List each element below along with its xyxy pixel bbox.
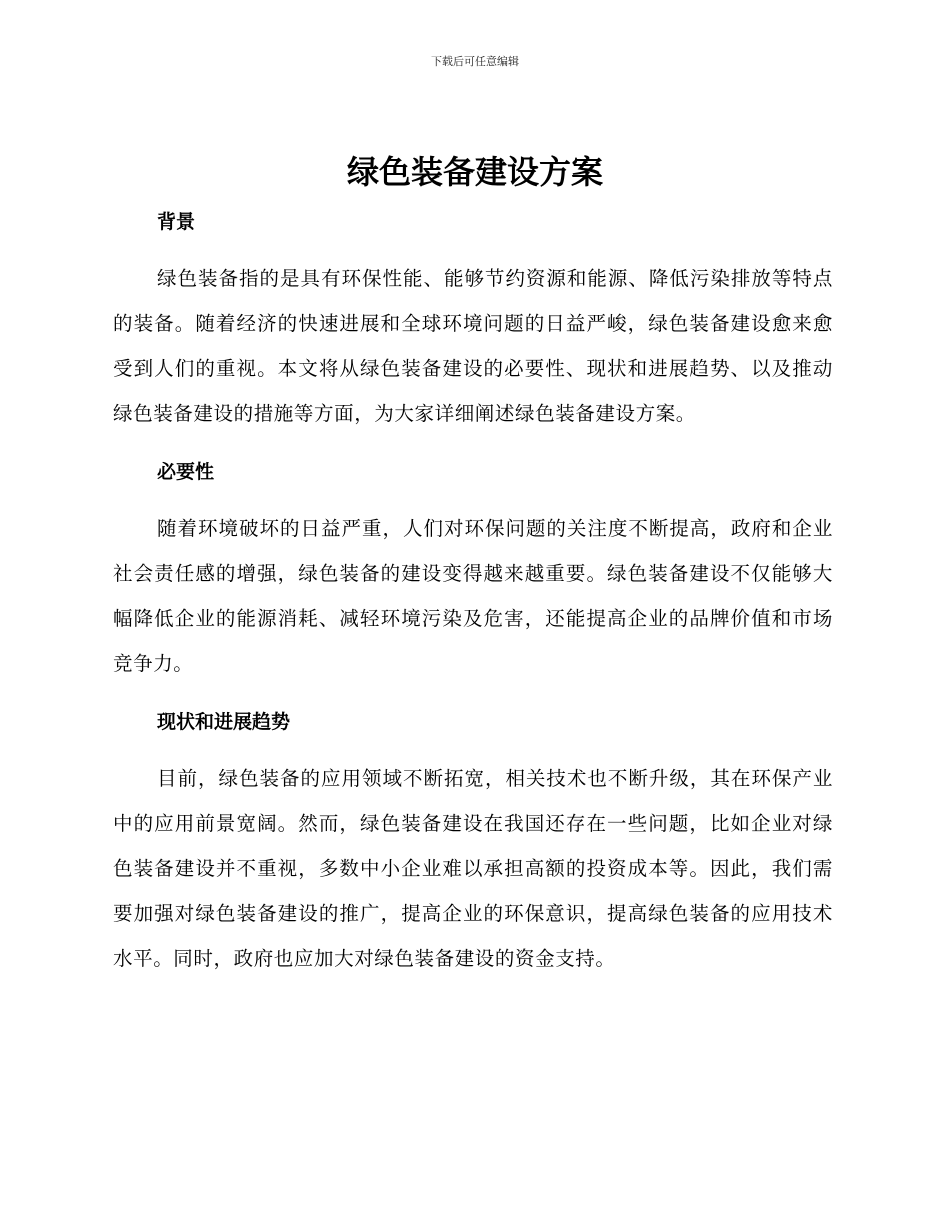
section-paragraph: 绿色装备指的是具有环保性能、能够节约资源和能源、降低污染排放等特点的装备。随着经济的快速进展和全球环境问题的日益严峻，绿色装备建设愈来愈受到人们的重视。本文将从绿色装备建设的必要性、现状和进展趋势、以及推动绿色装备建设的措施等方面，为大家详细阐述绿色装备建设方案。	[113, 267, 833, 425]
section-paragraph: 随着环境破坏的日益严重，人们对环保问题的关注度不断提高，政府和企业社会责任感的增强，绿色装备的建设变得越来越重要。绿色装备建设不仅能够大幅降低企业的能源消耗、减轻环境污染及危害，还能提高企业的品牌价值和市场竞争力。	[113, 517, 833, 675]
section-heading: 背景	[157, 211, 196, 233]
section-background	[113, 198, 833, 436]
section-heading: 必要性	[157, 461, 215, 483]
document-body	[113, 198, 833, 981]
section-status-trends	[113, 698, 833, 981]
document-title: 绿色装备建设方案	[346, 153, 603, 191]
section-heading: 现状和进展趋势	[157, 711, 291, 733]
section-necessity	[113, 448, 833, 686]
page-header-note: 下载后可任意编辑	[431, 55, 519, 68]
section-paragraph: 目前，绿色装备的应用领域不断拓宽，相关技术也不断升级，其在环保产业中的应用前景宽阔。然而，绿色装备建设在我国还存在一些问题，比如企业对绿色装备建设并不重视，多数中小企业难以承担高额的投资成本等。因此，我们需要加强对绿色装备建设的推广，提高企业的环保意识，提高绿色装备的应用技术水平。同时，政府也应加大对绿色装备建设的资金支持。	[113, 767, 833, 970]
